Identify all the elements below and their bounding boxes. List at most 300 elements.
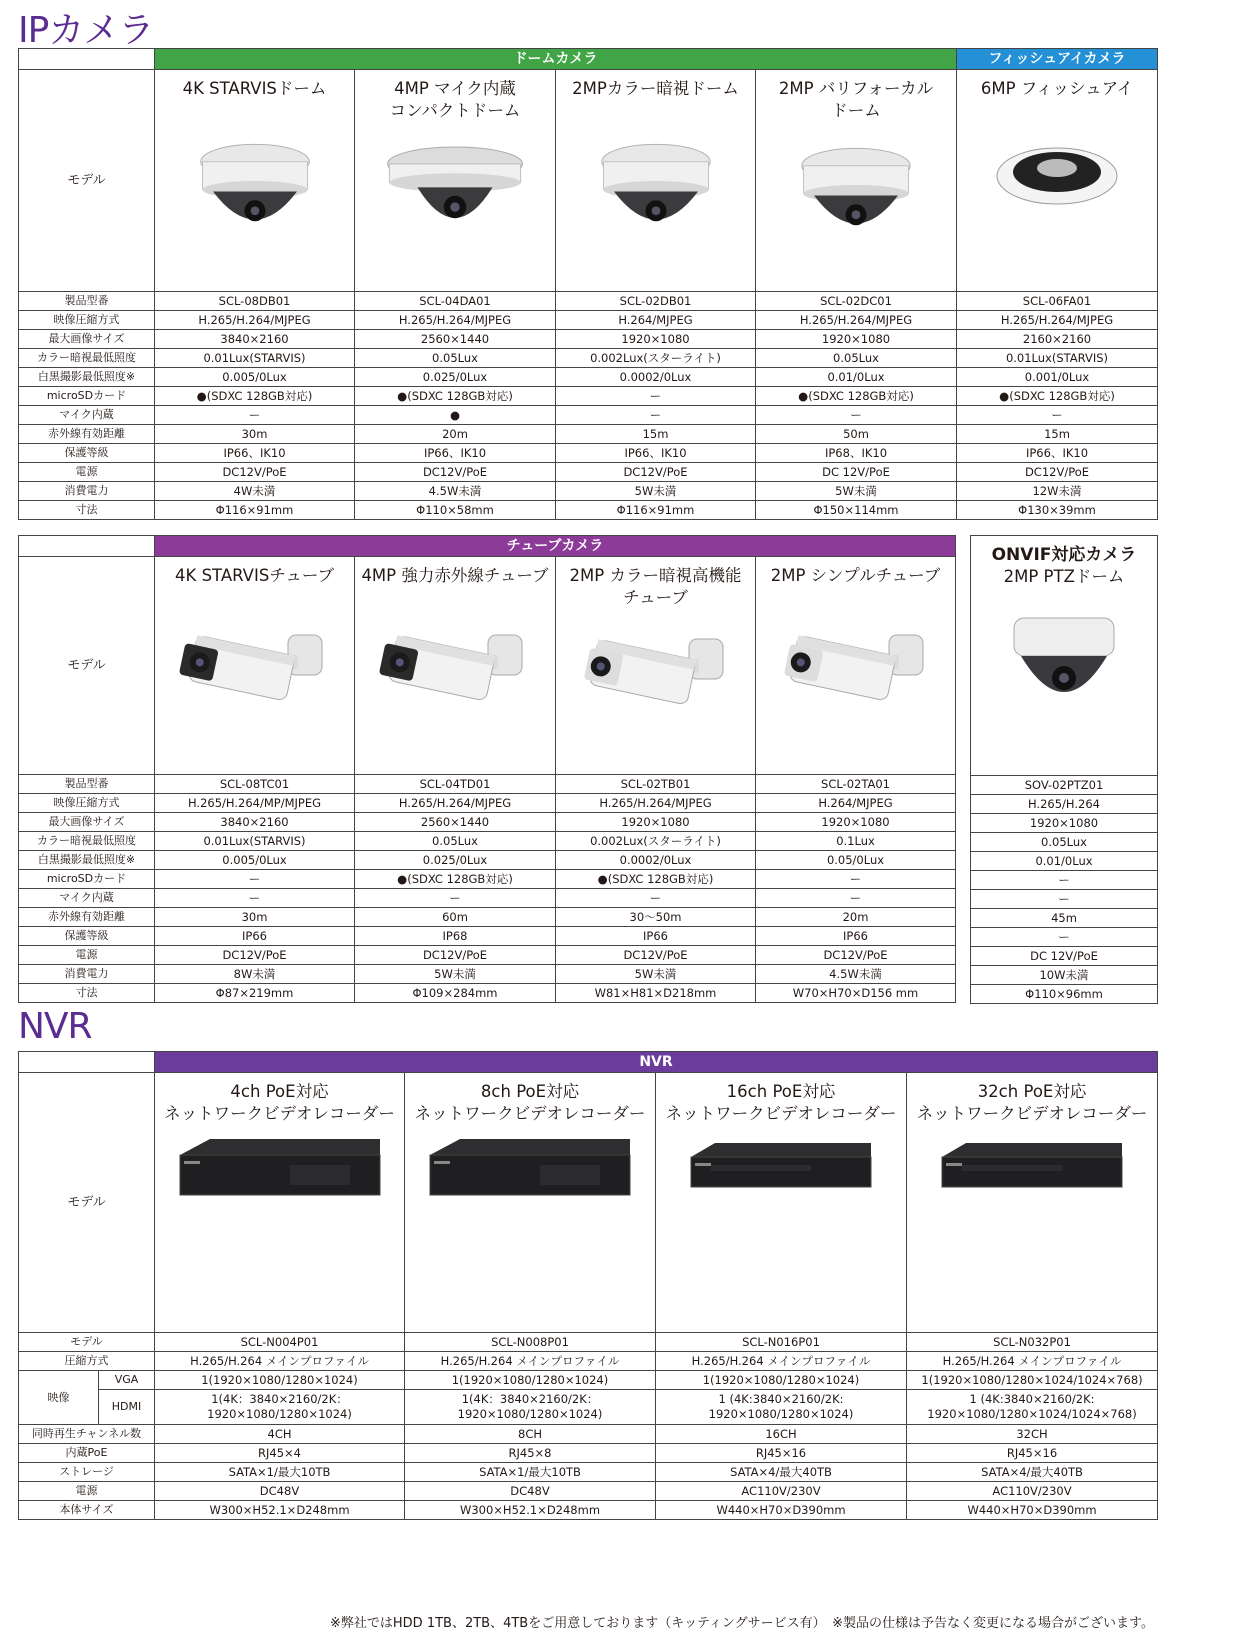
model-row	[19, 70, 1158, 292]
spec-label: 製品型番	[19, 292, 155, 311]
ip-camera-title: IPカメラ	[18, 10, 154, 51]
spec-label: 映像圧縮方式	[19, 311, 155, 330]
spec-label: マイク内蔵	[19, 889, 155, 908]
spec-value: SCL-02DB01	[556, 292, 756, 311]
blank-header-cell	[19, 1052, 155, 1073]
spec-value: SATA×1/最大10TB	[155, 1463, 405, 1482]
spec-label: 同時再生チャンネル数	[19, 1425, 155, 1444]
spec-value: 8CH	[405, 1425, 656, 1444]
color-night-dome-image	[558, 128, 753, 248]
spec-value: SCL-02TB01	[556, 775, 756, 794]
spec-value: 1920×1080	[556, 813, 756, 832]
spec-value: 5W未満	[556, 965, 756, 984]
spec-row	[19, 946, 956, 965]
model-name-line: 4K STARVISドーム	[182, 79, 327, 98]
fisheye-group-header: フィッシュアイカメラ	[957, 49, 1158, 70]
spec-row	[19, 984, 956, 1003]
spec-label: ストレージ	[19, 1463, 155, 1482]
spec-value: SATA×4/最大40TB	[907, 1463, 1158, 1482]
spec-value: 0.025/0Lux	[355, 851, 556, 870]
spec-row	[971, 795, 1158, 814]
spec-row	[971, 985, 1158, 1004]
model-name-line: 8ch PoE対応	[480, 1082, 580, 1101]
nvr-4ch-image	[157, 1135, 402, 1215]
spec-value: DC12V/PoE	[355, 463, 556, 482]
spec-label: 赤外線有効距離	[19, 425, 155, 444]
spec-row	[971, 814, 1158, 833]
model-label: モデル	[19, 70, 155, 292]
spec-value: 4.5W未満	[756, 965, 956, 984]
spec-label: 寸法	[19, 501, 155, 520]
spec-label: 白黒撮影最低照度※	[19, 368, 155, 387]
spec-value: 0.05Lux	[355, 349, 556, 368]
ptz-title: ONVIF対応カメラ	[991, 545, 1137, 565]
model-name-line: ネットワークビデオレコーダー	[916, 1104, 1148, 1123]
spec-label: 圧縮方式	[19, 1352, 155, 1371]
ptz-model-name: 2MP PTZドーム	[1003, 567, 1125, 586]
blank-header-cell	[19, 536, 155, 557]
spec-value: 0.01Lux(STARVIS)	[957, 349, 1158, 368]
ir-tube-image	[357, 615, 553, 725]
spec-value: IP66、IK10	[957, 444, 1158, 463]
model-name-line: 4ch PoE対応	[230, 1082, 329, 1101]
spec-value: IP66	[556, 927, 756, 946]
spec-value: 4W未満	[155, 482, 355, 501]
spec-value: W81×H81×D218mm	[556, 984, 756, 1003]
spec-value: 1920×1080	[971, 814, 1158, 833]
spec-row	[19, 908, 956, 927]
spec-value: IP68	[355, 927, 556, 946]
spec-value: IP66	[155, 927, 355, 946]
varifocal-dome-image	[758, 132, 954, 252]
spec-value: ー	[155, 889, 355, 908]
spec-value-line: 1920×1080/1280×1024)	[207, 1407, 352, 1421]
ptz-camera-table	[970, 535, 1158, 1004]
spec-value: 2560×1440	[355, 330, 556, 349]
spec-value: 30〜50m	[556, 908, 756, 927]
spec-value-line: 1920×1080/1280×1024/1024×768)	[927, 1407, 1137, 1421]
spec-label: 電源	[19, 946, 155, 965]
spec-row	[19, 482, 1158, 501]
spec-value: ●(SDXC 128GB対応)	[756, 387, 957, 406]
spec-value: 30m	[155, 908, 355, 927]
spec-row	[19, 406, 1158, 425]
spec-value: 0.05Lux	[355, 832, 556, 851]
model-cell	[355, 557, 556, 775]
spec-value: ●	[355, 406, 556, 425]
model-cell	[907, 1073, 1158, 1333]
spec-value-line: 1 (4K:3840×2160/2K:	[969, 1392, 1095, 1406]
model-cell	[756, 70, 957, 292]
spec-value: 15m	[957, 425, 1158, 444]
spec-value: 2160×2160	[957, 330, 1158, 349]
spec-value: H.265/H.264 メインプロファイル	[907, 1352, 1158, 1371]
spec-value: H.264/MJPEG	[756, 794, 956, 813]
spec-value: ー	[971, 871, 1158, 890]
spec-value: 5W未満	[355, 965, 556, 984]
spec-value: 0.001/0Lux	[957, 368, 1158, 387]
model-name	[758, 78, 954, 122]
model-name-line: 32ch PoE対応	[977, 1082, 1087, 1101]
spec-row	[971, 966, 1158, 985]
spec-label: 電源	[19, 1482, 155, 1501]
spec-row	[19, 387, 1158, 406]
spec-value: AC110V/230V	[907, 1482, 1158, 1501]
model-name-line: 2MP カラー暗視高機能	[569, 566, 742, 585]
model-name-line: ネットワークビデオレコーダー	[414, 1104, 646, 1123]
spec-value: ー	[155, 406, 355, 425]
model-name	[357, 565, 553, 587]
spec-value: 1920×1080	[756, 330, 957, 349]
spec-row	[19, 1352, 1158, 1371]
compact-dome-image	[357, 132, 553, 252]
nvr-8ch-image	[407, 1135, 653, 1215]
spec-label: カラー暗視最低照度	[19, 832, 155, 851]
spec-value-line: 1(4K：3840×2160/2K：	[461, 1392, 599, 1406]
model-row	[19, 557, 956, 775]
spec-value: RJ45×16	[907, 1444, 1158, 1463]
spec-value: SCL-N008P01	[405, 1333, 656, 1352]
spec-row	[19, 775, 956, 794]
spec-value: 45m	[971, 909, 1158, 928]
spec-value: DC48V	[405, 1482, 656, 1501]
spec-label: 寸法	[19, 984, 155, 1003]
model-name	[959, 78, 1155, 100]
spec-row	[19, 851, 956, 870]
fisheye-camera-image	[959, 128, 1155, 218]
spec-label: 消費電力	[19, 482, 155, 501]
spec-value: 0.01Lux(STARVIS)	[155, 349, 355, 368]
spec-value: H.265/H.264 メインプロファイル	[405, 1352, 656, 1371]
model-name-line: ネットワークビデオレコーダー	[665, 1104, 897, 1123]
spec-value: DC48V	[155, 1482, 405, 1501]
spec-value: Φ87×219mm	[155, 984, 355, 1003]
spec-row	[19, 870, 956, 889]
video-label: 映像	[19, 1371, 99, 1425]
spec-label: カラー暗視最低照度	[19, 349, 155, 368]
spec-row	[971, 890, 1158, 909]
spec-value: SCL-08DB01	[155, 292, 355, 311]
spec-value: SCL-N016P01	[656, 1333, 907, 1352]
spec-value: ●(SDXC 128GB対応)	[355, 870, 556, 889]
spec-value: W300×H52.1×D248mm	[405, 1501, 656, 1520]
spec-value: H.265/H.264	[971, 795, 1158, 814]
model-row	[971, 536, 1158, 776]
model-label: モデル	[19, 557, 155, 775]
spec-value: 30m	[155, 425, 355, 444]
spec-value: 0.005/0Lux	[155, 851, 355, 870]
hdmi-label: HDMI	[99, 1390, 155, 1425]
spec-value: Φ116×91mm	[155, 501, 355, 520]
starvis-tube-image	[157, 615, 352, 725]
spec-value: ー	[971, 928, 1158, 947]
spec-value-line: 1(4K：3840×2160/2K：	[211, 1392, 348, 1406]
spec-value: IP68、IK10	[756, 444, 957, 463]
model-name	[558, 565, 753, 609]
spec-value: SOV-02PTZ01	[971, 776, 1158, 795]
spec-value: H.265/H.264 メインプロファイル	[656, 1352, 907, 1371]
spec-row	[19, 813, 956, 832]
spec-row	[971, 928, 1158, 947]
spec-value: Φ110×58mm	[355, 501, 556, 520]
spec-value: H.265/H.264/MJPEG	[155, 311, 355, 330]
model-cell	[355, 70, 556, 292]
spec-label: microSDカード	[19, 387, 155, 406]
model-name	[407, 1081, 653, 1125]
spec-value: AC110V/230V	[656, 1482, 907, 1501]
spec-value: H.265/H.264/MJPEG	[355, 794, 556, 813]
spec-row	[19, 425, 1158, 444]
spec-value: 1920×1080	[556, 330, 756, 349]
header-row	[19, 1052, 1158, 1073]
spec-value: 2560×1440	[355, 813, 556, 832]
spec-row	[19, 794, 956, 813]
spec-value: 32CH	[907, 1425, 1158, 1444]
spec-value: 60m	[355, 908, 556, 927]
spec-value: 15m	[556, 425, 756, 444]
spec-label: 最大画像サイズ	[19, 813, 155, 832]
model-cell	[756, 557, 956, 775]
nvr-table	[18, 1051, 1158, 1520]
spec-row-hdmi	[19, 1390, 1158, 1425]
spec-value: DC 12V/PoE	[971, 947, 1158, 966]
spec-row	[971, 852, 1158, 871]
spec-value: DC 12V/PoE	[756, 463, 957, 482]
model-name	[658, 1081, 904, 1125]
model-name-line: チューブ	[623, 588, 688, 607]
spec-value: SCL-08TC01	[155, 775, 355, 794]
color-night-tube-image	[558, 619, 753, 729]
spec-row	[971, 909, 1158, 928]
spec-value: Φ130×39mm	[957, 501, 1158, 520]
spec-value: H.265/H.264/MJPEG	[756, 311, 957, 330]
spec-row	[19, 832, 956, 851]
spec-value: 16CH	[656, 1425, 907, 1444]
spec-value: 20m	[756, 908, 956, 927]
spec-value: H.265/H.264 メインプロファイル	[155, 1352, 405, 1371]
spec-value-line: 1920×1080/1280×1024)	[457, 1407, 603, 1421]
simple-tube-image	[758, 615, 953, 725]
spec-label: 保護等級	[19, 927, 155, 946]
spec-value: Φ116×91mm	[556, 501, 756, 520]
spec-value: RJ45×4	[155, 1444, 405, 1463]
spec-value: ー	[155, 870, 355, 889]
header-row	[19, 536, 956, 557]
model-name	[357, 78, 553, 122]
footnote: ※弊社ではHDD 1TB、2TB、4TBをご用意しております（キッティングサービス有） ※製品の仕様は予告なく変更になる場合がございます。	[330, 1616, 1155, 1631]
spec-row	[19, 311, 1158, 330]
model-name-line: 2MP シンプルチューブ	[770, 566, 941, 585]
model-name-line: 4K STARVISチューブ	[175, 566, 334, 585]
spec-value: 0.01/0Lux	[971, 852, 1158, 871]
spec-value: 0.05Lux	[971, 833, 1158, 852]
spec-value	[907, 1390, 1158, 1425]
spec-value: DC12V/PoE	[556, 946, 756, 965]
spec-row	[19, 330, 1158, 349]
spec-value: ー	[556, 387, 756, 406]
spec-row	[19, 1425, 1158, 1444]
spec-label: 赤外線有効距離	[19, 908, 155, 927]
spec-value: IP66	[756, 927, 956, 946]
tube-camera-table	[18, 535, 956, 1003]
spec-value: RJ45×8	[405, 1444, 656, 1463]
spec-value: DC12V/PoE	[155, 463, 355, 482]
spec-row	[971, 871, 1158, 890]
spec-value: H.265/H.264/MJPEG	[355, 311, 556, 330]
model-name	[758, 565, 953, 587]
spec-value: ●(SDXC 128GB対応)	[556, 870, 756, 889]
spec-value: 0.002Lux(スターライト)	[556, 349, 756, 368]
spec-value: 0.05/0Lux	[756, 851, 956, 870]
spec-value: 10W未満	[971, 966, 1158, 985]
spec-value: 4CH	[155, 1425, 405, 1444]
spec-value: 0.01/0Lux	[756, 368, 957, 387]
spec-value: W440×H70×D390mm	[656, 1501, 907, 1520]
spec-value: 0.005/0Lux	[155, 368, 355, 387]
model-name-line: 6MP フィッシュアイ	[980, 79, 1134, 98]
dome-camera-table	[18, 48, 1158, 520]
model-name	[558, 78, 753, 100]
spec-value: W440×H70×D390mm	[907, 1501, 1158, 1520]
model-cell	[405, 1073, 656, 1333]
spec-value	[155, 1390, 405, 1425]
spec-value: 8W未満	[155, 965, 355, 984]
spec-value: 5W未満	[756, 482, 957, 501]
spec-row	[19, 889, 956, 908]
spec-value: 1(1920×1080/1280×1024)	[405, 1371, 656, 1390]
spec-value: ー	[556, 889, 756, 908]
spec-value: ー	[971, 890, 1158, 909]
nvr-32ch-image	[909, 1135, 1155, 1215]
spec-label: 映像圧縮方式	[19, 794, 155, 813]
spec-row	[19, 1333, 1158, 1352]
spec-value: SATA×4/最大40TB	[656, 1463, 907, 1482]
model-name-line: 2MPカラー暗視ドーム	[572, 79, 739, 98]
spec-value: W70×H70×D156 mm	[756, 984, 956, 1003]
spec-label: 電源	[19, 463, 155, 482]
spec-label: 保護等級	[19, 444, 155, 463]
spec-value: 0.002Lux(スターライト)	[556, 832, 756, 851]
model-name-line: ネットワークビデオレコーダー	[164, 1104, 395, 1123]
spec-value: DC12V/PoE	[756, 946, 956, 965]
spec-value	[656, 1390, 907, 1425]
spec-value: SATA×1/最大10TB	[405, 1463, 656, 1482]
model-name-line: 16ch PoE対応	[726, 1082, 836, 1101]
spec-value: 0.05Lux	[756, 349, 957, 368]
spec-label: microSDカード	[19, 870, 155, 889]
model-name	[909, 1081, 1155, 1125]
spec-value	[405, 1390, 656, 1425]
header-row	[19, 49, 1158, 70]
spec-row	[971, 776, 1158, 795]
spec-value: ●(SDXC 128GB対応)	[155, 387, 355, 406]
nvr-title: NVR	[18, 1006, 92, 1047]
spec-value: 5W未満	[556, 482, 756, 501]
spec-label: マイク内蔵	[19, 406, 155, 425]
ptz-dome-image	[973, 608, 1155, 718]
spec-value: 1(1920×1080/1280×1024/1024×768)	[907, 1371, 1158, 1390]
spec-value: DC12V/PoE	[556, 463, 756, 482]
spec-label: 最大画像サイズ	[19, 330, 155, 349]
spec-label: 製品型番	[19, 775, 155, 794]
spec-value: H.264/MJPEG	[556, 311, 756, 330]
dome-camera-image	[157, 128, 352, 248]
spec-value: 20m	[355, 425, 556, 444]
model-cell	[957, 70, 1158, 292]
spec-label: 消費電力	[19, 965, 155, 984]
spec-value: SCL-06FA01	[957, 292, 1158, 311]
spec-value: ー	[756, 870, 956, 889]
spec-value: 3840×2160	[155, 330, 355, 349]
spec-label: 白黒撮影最低照度※	[19, 851, 155, 870]
spec-value: H.265/H.264/MJPEG	[957, 311, 1158, 330]
spec-value: RJ45×16	[656, 1444, 907, 1463]
spec-value: 1920×1080	[756, 813, 956, 832]
model-name-line: 4MP マイク内蔵	[394, 79, 516, 98]
spec-label: 内蔵PoE	[19, 1444, 155, 1463]
vga-label: VGA	[99, 1371, 155, 1390]
spec-value: 0.1Lux	[756, 832, 956, 851]
spec-value: DC12V/PoE	[957, 463, 1158, 482]
spec-value: SCL-02TA01	[756, 775, 956, 794]
model-cell	[556, 557, 756, 775]
ptz-model-cell	[971, 536, 1158, 776]
spec-value: ●(SDXC 128GB対応)	[355, 387, 556, 406]
model-name	[157, 565, 352, 587]
spec-value: IP66、IK10	[355, 444, 556, 463]
model-cell	[155, 1073, 405, 1333]
blank-header-cell	[19, 49, 155, 70]
spec-row	[971, 833, 1158, 852]
model-row	[19, 1073, 1158, 1333]
spec-value: SCL-N032P01	[907, 1333, 1158, 1352]
model-label: モデル	[19, 1073, 155, 1333]
spec-value: ー	[756, 889, 956, 908]
spec-row	[19, 965, 956, 984]
spec-value: 3840×2160	[155, 813, 355, 832]
model-cell	[656, 1073, 907, 1333]
model-cell	[155, 70, 355, 292]
spec-value: 1(1920×1080/1280×1024)	[656, 1371, 907, 1390]
tube-group-header: チューブカメラ	[155, 536, 956, 557]
spec-label: 本体サイズ	[19, 1501, 155, 1520]
spec-row	[19, 1444, 1158, 1463]
nvr-16ch-image	[658, 1135, 904, 1215]
spec-value: SCL-04DA01	[355, 292, 556, 311]
spec-value: DC12V/PoE	[355, 946, 556, 965]
spec-value-line: 1 (4K:3840×2160/2K:	[718, 1392, 844, 1406]
spec-value: ー	[556, 406, 756, 425]
spec-value: ー	[355, 889, 556, 908]
spec-value: SCL-02DC01	[756, 292, 957, 311]
spec-value: 1(1920×1080/1280×1024)	[155, 1371, 405, 1390]
spec-row	[19, 463, 1158, 482]
spec-value: ー	[756, 406, 957, 425]
spec-value: IP66、IK10	[556, 444, 756, 463]
spec-value: SCL-N004P01	[155, 1333, 405, 1352]
spec-value: H.265/H.264/MJPEG	[556, 794, 756, 813]
spec-value: 12W未満	[957, 482, 1158, 501]
model-name-line: 4MP 強力赤外線チューブ	[361, 566, 549, 585]
spec-value: 0.01Lux(STARVIS)	[155, 832, 355, 851]
dome-group-header: ドームカメラ	[155, 49, 957, 70]
spec-value: 4.5W未満	[355, 482, 556, 501]
model-name-line: 2MP バリフォーカル	[778, 79, 934, 98]
model-name-line: コンパクトドーム	[389, 101, 521, 120]
spec-value: Φ110×96mm	[971, 985, 1158, 1004]
spec-value: IP66、IK10	[155, 444, 355, 463]
spec-row	[19, 444, 1158, 463]
